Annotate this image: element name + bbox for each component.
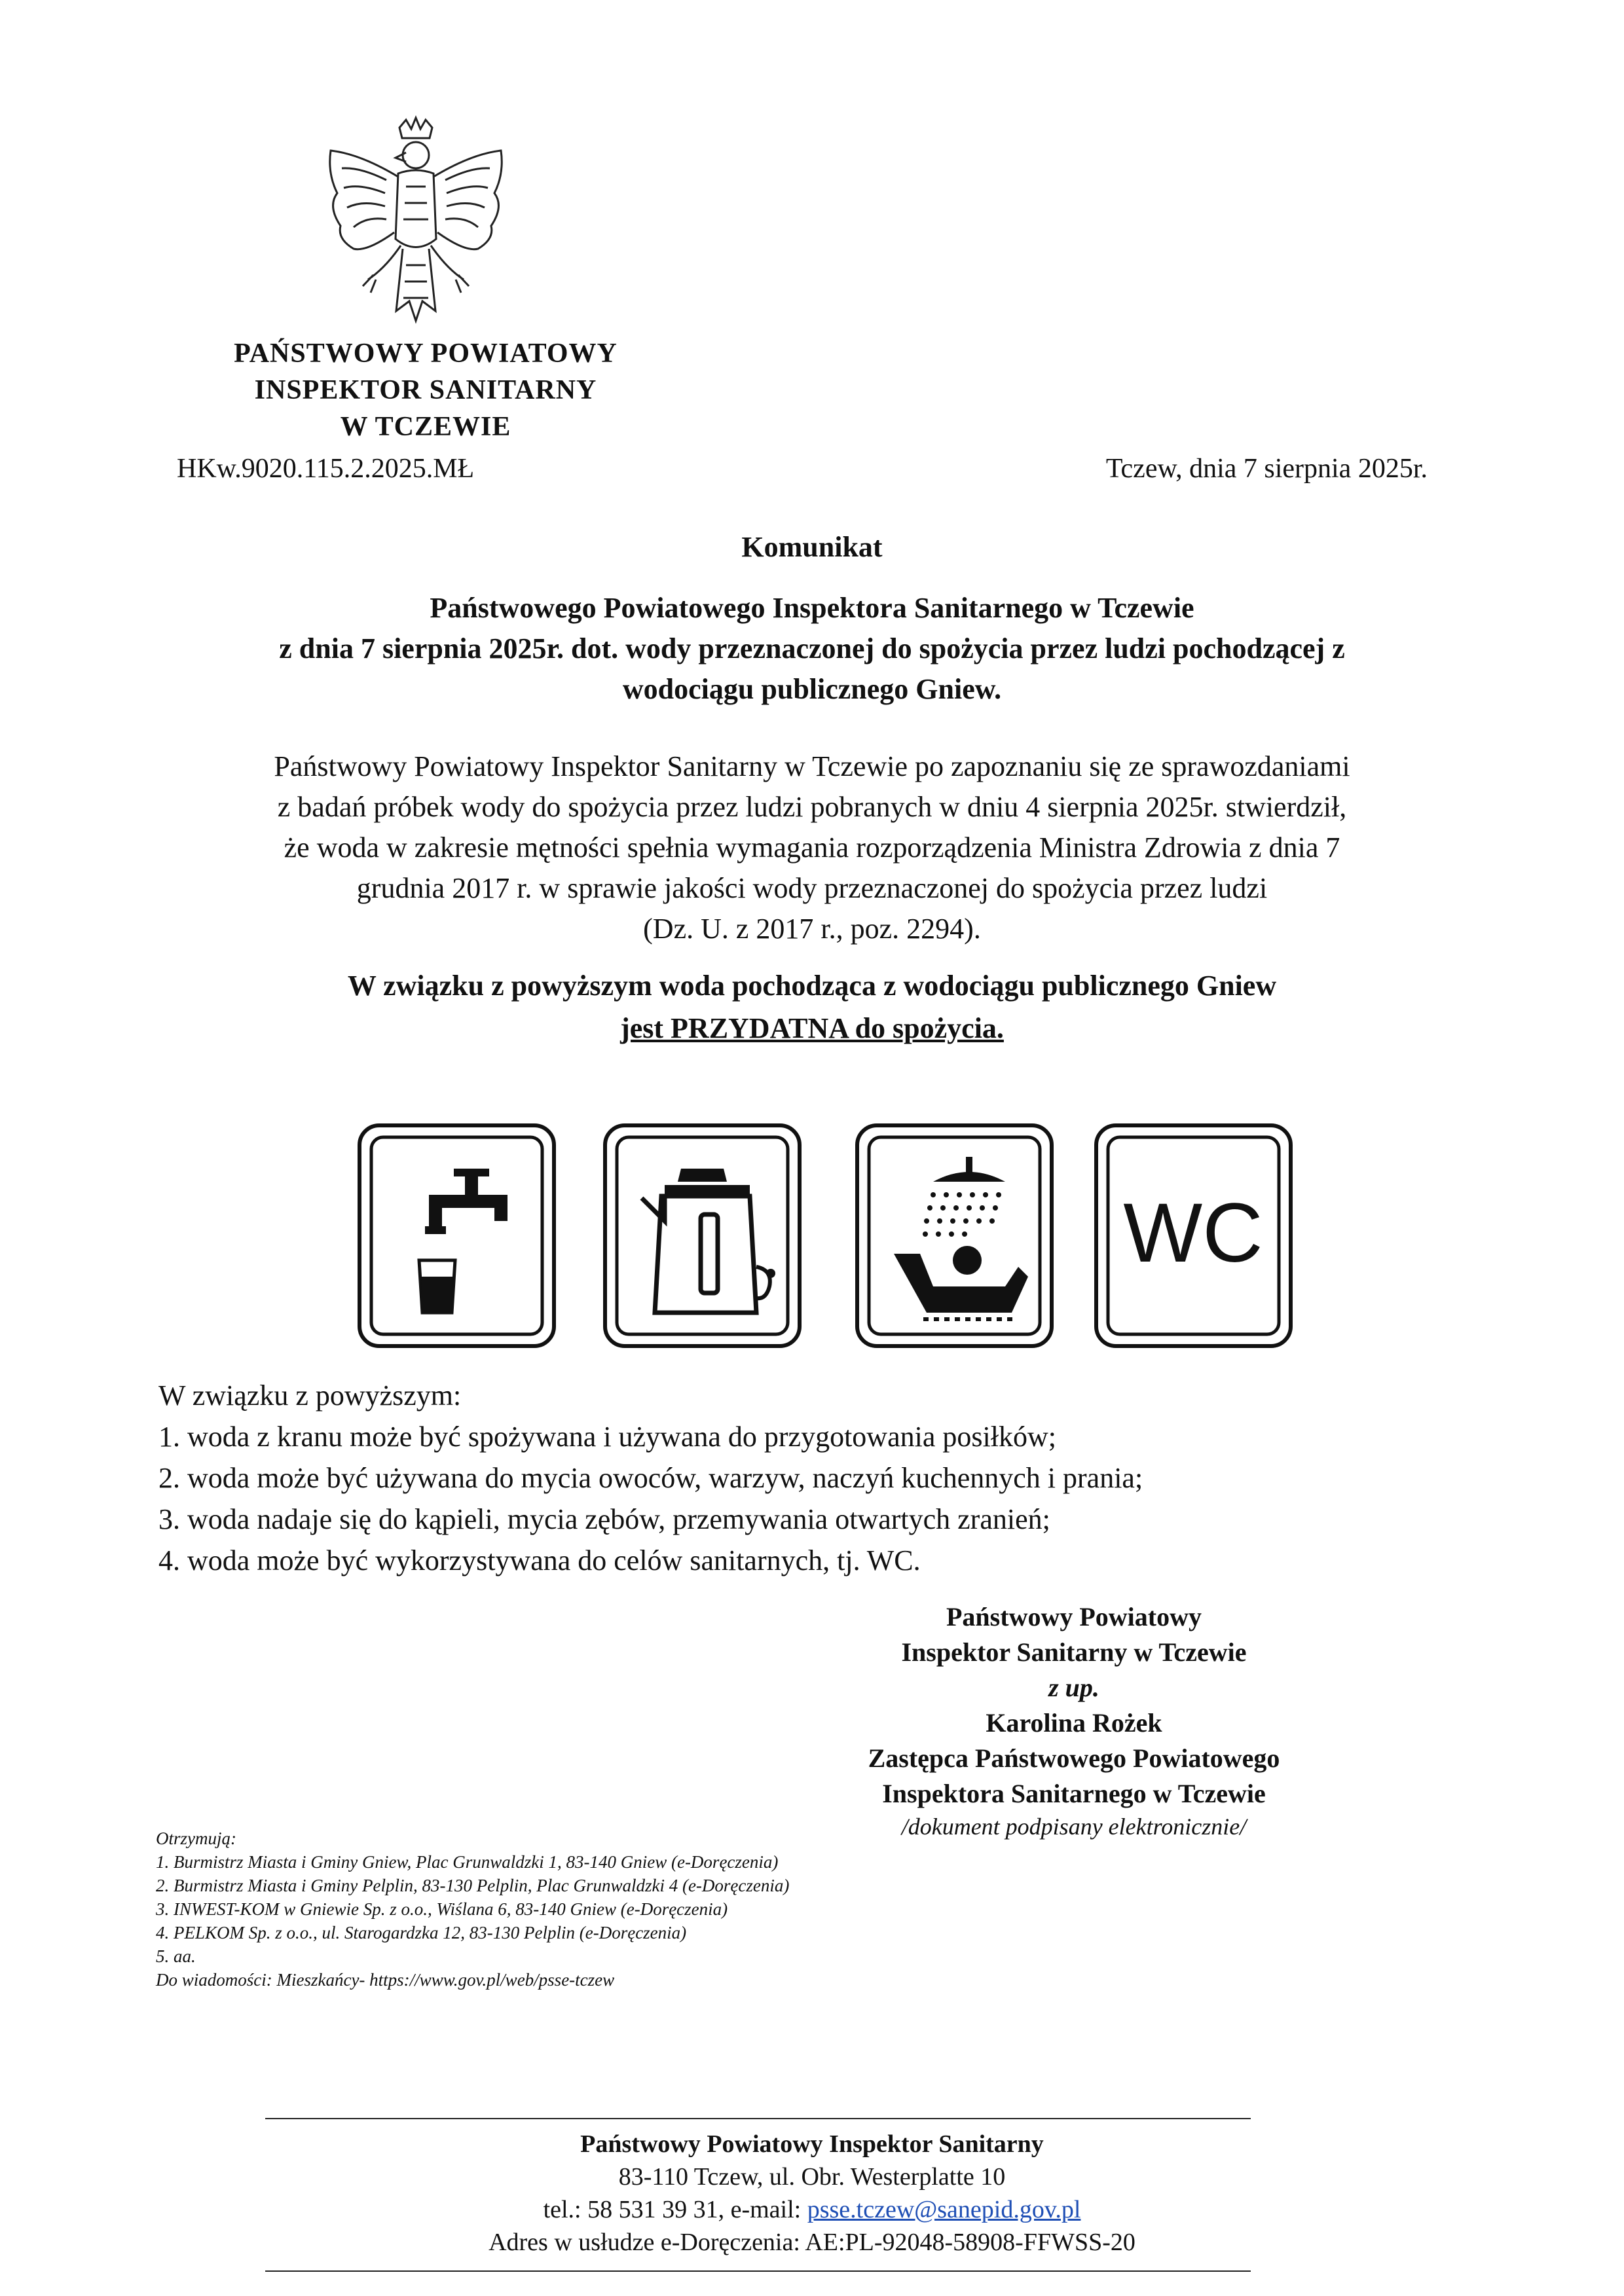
list-item: 4. woda może być wykorzystywana do celów sanitarnych, tj. WC. [158, 1544, 921, 1576]
issuer-org [164, 337, 688, 443]
kettle-icon [602, 1123, 802, 1349]
body-line: Państwowy Powiatowy Inspektor Sanitarny w Tczewie po zapoznaniu się ze sprawozdaniami [274, 750, 1350, 782]
signature-line: Inspektor Sanitarny w Tczewie [901, 1637, 1247, 1667]
list-item: 1. woda z kranu może być spożywana i używana do przygotowania posiłków; [158, 1421, 1056, 1453]
signature-line: z up. [1048, 1673, 1099, 1702]
signature-line: Państwowy Powiatowy [946, 1602, 1202, 1631]
subject-line: Państwowego Powiatowego Inspektora Sanitarnego w Tczewie [430, 592, 1194, 624]
footer-address: 83-110 Tczew, ul. Obr. Westerplatte 10 [618, 2163, 1006, 2191]
footer-phone: tel.: 58 531 39 31, e-mail: [543, 2196, 807, 2223]
list-item: 5. aa. [156, 1946, 196, 1966]
footer-divider-bottom [265, 2270, 1251, 2272]
footer-contact [0, 2193, 1624, 2226]
body-line: z badań próbek wody do spożycia przez ludzi pobranych w dniu 4 sierpnia 2025r. stwierdził, [277, 791, 1347, 823]
page-title: Komunikat [741, 531, 883, 563]
verdict-text: jest PRZYDATNA do spożycia. [620, 1012, 1004, 1044]
list-item: 2. Burmistrz Miasta i Gminy Pelplin, 83-130 Pelplin, Plac Grunwaldzki 4 (e-Doręczenia) [156, 1876, 790, 1895]
signature-note: /dokument podpisany elektronicznie/ [901, 1813, 1247, 1840]
usage-intro: W związku z powyższym: [158, 1379, 462, 1412]
issuer-line: INSPEKTOR SANITARNY [254, 375, 597, 405]
signature-block [832, 1601, 1316, 1840]
bath-shower-icon [855, 1123, 1054, 1349]
wc-label: WC [1123, 1186, 1263, 1280]
usage-list [158, 1375, 1143, 1581]
footer [0, 2128, 1624, 2259]
wc-icon [1094, 1123, 1293, 1349]
footer-org: Państwowy Powiatowy Inspektor Sanitarny [580, 2130, 1044, 2158]
polish-eagle-emblem [308, 115, 524, 331]
tap-water-icon [357, 1123, 557, 1349]
email-link[interactable]: psse.tczew@sanepid.gov.pl [807, 2196, 1081, 2223]
list-item: 2. woda może być używana do mycia owoców, warzyw, naczyń kuchennych i prania; [158, 1462, 1143, 1494]
subject-line: wodociągu publicznego Gniew. [622, 673, 1002, 705]
body-line: (Dz. U. z 2017 r., poz. 2294). [643, 913, 981, 945]
signatory-name: Karolina Rożek [986, 1708, 1162, 1738]
recipients-list [156, 1827, 789, 1992]
body-line: że woda w zakresie mętności spełnia wymagania rozporządzenia Ministra Zdrowia z dnia 7 [284, 831, 1340, 864]
info-line: Do wiadomości: Mieszkańcy- https://www.gov.pl/web/psse-tczew [156, 1970, 615, 1990]
issuer-line: PAŃSTWOWY POWIATOWY [234, 338, 618, 369]
issuer-line: W TCZEWIE [340, 412, 511, 442]
list-item: 4. PELKOM Sp. z o.o., ul. Starogardzka 12, 83-130 Pelplin (e-Doręczenia) [156, 1923, 687, 1942]
body-paragraph [164, 746, 1460, 949]
list-item: 3. woda nadaje się do kąpieli, mycia zębów, przemywania otwartych zranień; [158, 1503, 1050, 1535]
footer-edelivery: Adres w usłudze e-Doręczenia: AE:PL-92048-58908-FFWSS-20 [489, 2229, 1135, 2256]
recipients-heading: Otrzymują: [156, 1829, 236, 1848]
list-item: 3. INWEST-KOM w Gniewie Sp. z o.o., Wiślana 6, 83-140 Gniew (e-Doręczenia) [156, 1899, 728, 1919]
signatory-role: Inspektora Sanitarnego w Tczewie [882, 1779, 1266, 1808]
conclusion-verdict [131, 1011, 1493, 1045]
document-date: Tczew, dnia 7 sierpnia 2025r. [1105, 454, 1428, 484]
footer-divider-top [265, 2118, 1251, 2119]
reference-number: HKw.9020.115.2.2025.MŁ [177, 454, 475, 484]
signatory-role: Zastępca Państwowego Powiatowego [868, 1743, 1280, 1773]
list-item: 1. Burmistrz Miasta i Gminy Gniew, Plac Grunwaldzki 1, 83-140 Gniew (e-Doręczenia) [156, 1852, 779, 1872]
conclusion-line: W związku z powyższym woda pochodząca z wodociągu publicznego Gniew [347, 970, 1277, 1002]
body-line: grudnia 2017 r. w sprawie jakości wody przeznaczonej do spożycia przez ludzi [356, 872, 1268, 904]
subject-line: z dnia 7 sierpnia 2025r. dot. wody przeznaczonej do spożycia przez ludzi pochodzącej z [279, 632, 1345, 665]
